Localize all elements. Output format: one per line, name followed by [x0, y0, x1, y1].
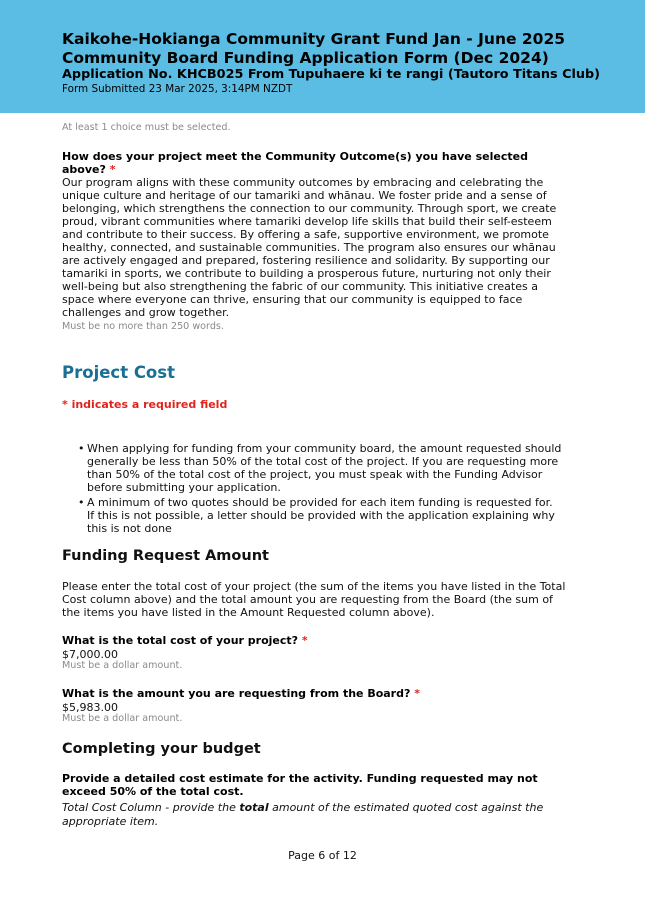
- budget-title: Completing your budget: [62, 741, 261, 757]
- requested-amount-label: What is the amount you are requesting from the Board?: [62, 687, 411, 700]
- outcome-question-text: How does your project meet the Community Outcome(s) you have selected above?: [62, 150, 528, 176]
- required-field-note: * indicates a required field: [62, 398, 228, 411]
- required-marker: *: [414, 687, 420, 700]
- project-cost-title: Project Cost: [62, 363, 175, 382]
- required-marker: *: [301, 634, 308, 647]
- application-number: Application No. KHCB025 From Tupuhaere ki te rangi (Tautoro Titans Club): [62, 67, 600, 82]
- required-marker: *: [109, 163, 116, 176]
- submitted-timestamp: Form Submitted 23 Mar 2025, 3:14PM NZDT: [62, 83, 293, 95]
- guideline-text: A minimum of two quotes should be provided for each item funding is requested for. If this is not possible, a letter should be provided with the application explaining why this is not done: [87, 496, 555, 535]
- funding-guidelines-list: [78, 442, 563, 537]
- total-cost-hint: Must be a dollar amount.: [62, 660, 183, 671]
- choice-hint: At least 1 choice must be selected.: [62, 122, 231, 133]
- budget-note: [62, 801, 562, 829]
- funding-request-intro: Please enter the total cost of your project (the sum of the items you have listed in the Total Cost column above) and the total amount you are requesting from the Board (the sum of the items you have listed in the Amount Requested column above).: [62, 580, 566, 619]
- list-item: [78, 496, 563, 535]
- bullet-icon: •: [78, 442, 85, 455]
- budget-instruction: Provide a detailed cost estimate for the activity. Funding requested may not exceed 50% of the total cost.: [62, 772, 538, 798]
- total-cost-label: What is the total cost of your project?: [62, 634, 299, 647]
- bullet-icon: •: [78, 496, 85, 509]
- guideline-text: When applying for funding from your community board, the amount requested should generally be less than 50% of the total cost of the project. If you are requesting more than 50% of the total cost of the project, you must speak with the Funding Advisor before submitting your application.: [87, 442, 562, 494]
- requested-amount-hint: Must be a dollar amount.: [62, 713, 183, 724]
- budget-note-suffix: amount of the estimated quoted cost against the appropriate item.: [62, 801, 544, 828]
- list-item: [78, 442, 563, 494]
- budget-note-prefix: Total Cost Column - provide the: [62, 801, 240, 814]
- page-number: Page 6 of 12: [288, 849, 357, 862]
- outcome-question: [62, 150, 562, 176]
- funding-request-title: Funding Request Amount: [62, 548, 269, 564]
- total-cost-question: [62, 634, 562, 647]
- requested-amount-value: $5,983.00: [62, 701, 118, 714]
- outcome-answer: Our program aligns with these community outcomes by embracing and celebrating the unique culture and heritage of our tamariki and whānau. We foster pride and a sense of belonging, which strengthens the connection to our community. Through sport, we create proud, vibrant communities where tamariki develop life skills that build their self-esteem and contribute to their success. By offering a safe, supportive environment, we promote healthy, connected, and sustainable communities. The program also ensures our whānau are actively engaged and prepared, fostering resilience and solidarity. By supporting our tamariki in sports, we contribute to building a prosperous future, nurturing not only their well-being but also strengthening the fabric of our community. This initiative creates a space where everyone can thrive, ensuring that our community is equipped to face challenges and grow together.: [62, 176, 557, 319]
- budget-note-bold: total: [239, 801, 269, 814]
- requested-amount-question: [62, 687, 562, 700]
- form-header: [0, 0, 645, 113]
- total-cost-value: $7,000.00: [62, 648, 118, 661]
- word-limit-hint: Must be no more than 250 words.: [62, 321, 224, 332]
- form-title: Kaikohe-Hokianga Community Grant Fund Jan - June 2025: [62, 30, 566, 48]
- form-subtitle: Community Board Funding Application Form (Dec 2024): [62, 49, 549, 67]
